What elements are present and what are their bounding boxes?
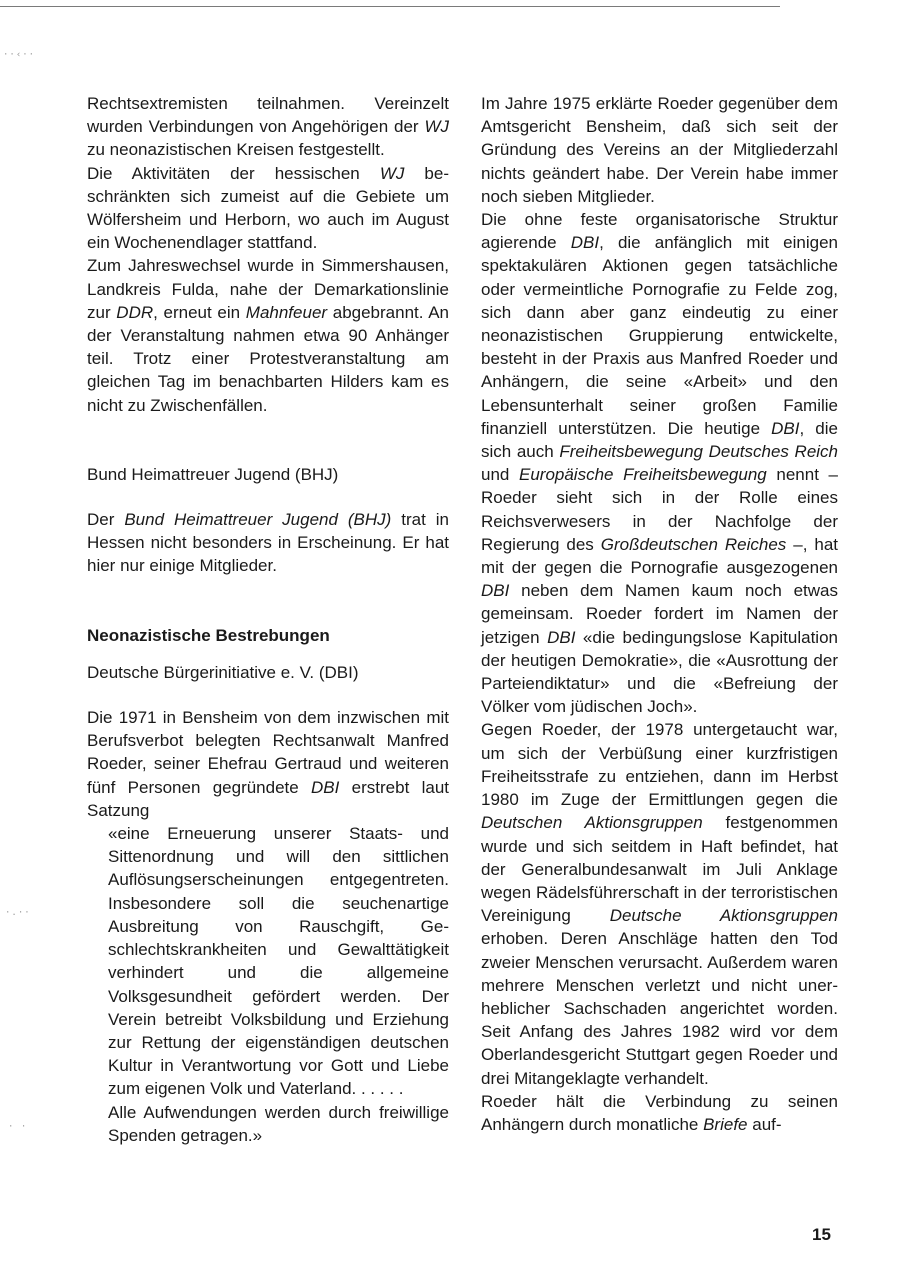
paragraph: Roeder hält die Verbindung zu seinen Anhängern durch monatliche Briefe auf-: [481, 1091, 838, 1134]
block-quote: «eine Erneuerung unserer Staats- und Sittenordnung und will den sittlichen Auflösungserscheinungen entgegentreten. Insbesondere soll die seuchenartige Ausbreitung von Rauschgift, Geschlechtskrankheiten und Gewalttätigkeit verhindert und die allgemeine Volksgesundheit gefördert werden. Der Verein betreibt Volksbildung und Erziehung zur Rettung der eigenständigen deutschen Kultur in Verantwortung vor Gott und Liebe zum eigenen Volk und Vaterland. . . . . .: [108, 824, 449, 1099]
scan-mark: ·.··: [5, 908, 31, 918]
page-number: 15: [812, 1225, 831, 1244]
paragraph: Zum Jahreswechsel wurde in Simmershausen, Landkreis Fulda, nahe der Demarkationslinie zur DDR, erneut ein Mahnfeuer abgebrannt. An der Veranstaltung nahmen etwa 90 Anhänger teil. Trotz einer Protestveranstaltung am gleichen Tag im benachbarten Hilders kam es nicht zu Zwischenfällen.: [87, 256, 450, 415]
top-rule: [0, 6, 780, 7]
paragraph: Gegen Roeder, der 1978 untergetaucht war, um sich der Verbüßung einer kurzfristigen Freiheitsstrafe zu entziehen, dann im Herbst 1980 im Zuge der Ermittlungen gegen die Deutschen Aktionsgruppen festgenommen wurde und sich seitdem in Haft befindet, hat der Generalbundesanwalt im Juli Anklage wegen Rädelsführerschaft in der terroristischen Vereinigung Deutsche Aktionsgruppen erhoben. Deren Anschläge hatten den Tod zweier Menschen verursacht. Außerdem waren mehrere Menschen verletzt und nicht unerheblicher Sachschaden angerichtet worden. Seit Anfang des Jahres 1982 wird vor dem Oberlandesgericht Stuttgart gegen Roeder und drei Mitangeklagte verhandelt.: [481, 720, 838, 1088]
block-quote: Alle Aufwendungen werden durch freiwillige Spenden getragen.»: [108, 1102, 449, 1145]
subheading-bhj: Bund Heimattreuer Jugend (BHJ): [87, 464, 339, 484]
paragraph: Die 1971 in Bensheim von dem inzwischen mit Berufsverbot belegten Rechtsanwalt Manfred Roeder, seiner Ehefrau Gertraud und weiteren fünf Personen gegründete DBI erstrebt laut Satzung: [87, 708, 449, 820]
paragraph: Die ohne feste organisatorische Struktur agierende DBI, die anfänglich mit einigen spektakulären Aktionen gegen tatsächliche oder vermeintliche Pornografie zu Felde zog, sich dann aber ganz eindeutig zu einer neonazistischen Gruppierung entwickelte, besteht in der Praxis aus Manfred Roeder und Anhängern, die seine «Arbeit» und den Lebensunterhalt seiner großen Familie finanziell unterstützen. Die heutige DBI, die sich auch Freiheitsbewegung Deutsches Reich und Europäische Freiheitsbewegung nennt – Roeder sieht sich in der Rolle eines Reichsverwesers in der Nachfolge der Regierung des Großdeutschen Reiches –, hat mit der gegen die Pornografie ausgezogenen DBI neben dem Namen kaum noch etwas gemeinsam. Roeder fordert im Namen der jetzigen DBI «die bedingungslose Kapitulation der heutigen Demokratie», die «Ausrottung der Parteiendiktatur» und die «Befreiung der Völker vom jüdischen Joch».: [481, 210, 839, 717]
paragraph: Der Bund Heimattreuer Jugend (BHJ) trat in Hessen nicht besonders in Erscheinung. Er hat hier nur einige Mitglieder.: [87, 510, 449, 576]
scan-mark: · ·: [8, 1122, 28, 1132]
paragraph: Im Jahre 1975 erklärte Roeder gegenüber dem Amtsgericht Bensheim, daß sich seit der Gründung des Vereins an der Mitgliederzahl nichts geändert habe. Der Verein habe immer noch sieben Mitglieder.: [481, 94, 838, 206]
right-column: [481, 92, 838, 1136]
left-column: [87, 92, 449, 1147]
section-heading: Neonazistische Bestrebungen: [87, 625, 330, 645]
subheading-dbi: Deutsche Bürgerinitiative e. V. (DBI): [87, 662, 359, 682]
paragraph: Die Aktivitäten der hessischen WJ beschränkten sich zumeist auf die Gebiete um Wölfersheim und Herborn, wo auch im August ein Wochenendlager stattfand.: [87, 163, 449, 253]
scan-mark: ··‹··: [3, 50, 36, 60]
paragraph: Rechtsextremisten teilnahmen. Vereinzelt wurden Verbindungen von Angehörigen der WJ zu neonazistischen Kreisen festgestellt.: [87, 94, 449, 160]
